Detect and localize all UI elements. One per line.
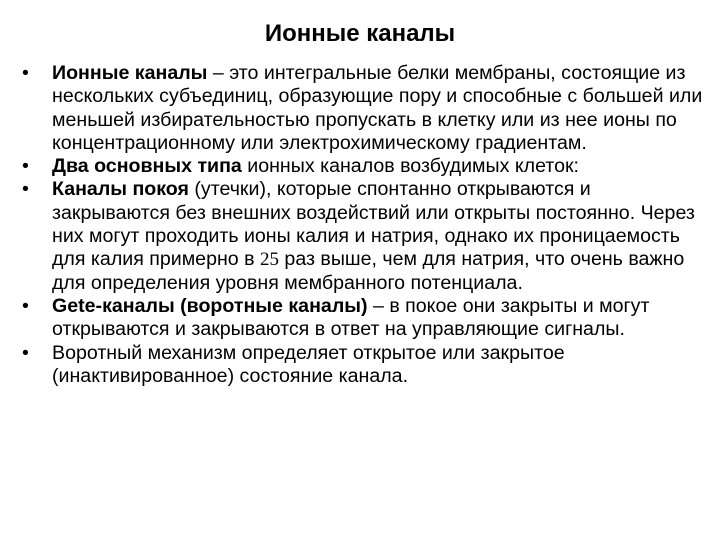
bullet-marker: • (22, 178, 29, 201)
bullet-list (20, 62, 710, 388)
bullet-marker: • (22, 62, 29, 84)
bullet-term: Gete-каналы (воротные каналы) (52, 294, 368, 317)
slide-title: Ионные каналы (264, 20, 456, 47)
bullet-gate-channels (20, 295, 710, 342)
bullet-text: Воротный механизм определяет открытое или закрытое (инактивированное) состояние канала. (52, 341, 565, 387)
bullet-resting-channels (20, 178, 710, 294)
bullet-marker: • (22, 294, 29, 317)
bullet-two-types (20, 155, 710, 178)
bullet-ion-channels-definition (20, 62, 710, 155)
bullet-marker: • (22, 341, 29, 364)
bullet-text-continued: раз выше, чем для натрия, что очень важно для определения уровня мембранного потенциала. (52, 248, 685, 294)
bullet-text: – это интегральные белки мембраны, состоящие из нескольких субъединиц, образующие пору и способные с большей или меньшей избирательностью пропускать в клетку или из нее ионы по концентрационному или электрохимическому градиентам. (52, 62, 703, 154)
bullet-gate-mechanism (20, 342, 710, 389)
bullet-number: 25 (259, 249, 279, 271)
bullet-term: Ионные каналы (52, 62, 208, 84)
bullet-term: Два основных типа (52, 155, 242, 178)
bullet-text: – в покое они закрыты и могут открываются и закрываются в ответ на управляющие сигналы. (52, 294, 650, 341)
bullet-term: Каналы покоя (52, 178, 189, 201)
bullet-text: ионных каналов возбудимых клеток: (241, 155, 579, 178)
bullet-marker: • (22, 155, 29, 178)
bullet-text: (утечки), которые спонтанно открываются и закрываются без внешних воздействий или открыты постоянно. Через них могут проходить ионы калия и натрия, однако их проницаемость для калия примерно в (52, 178, 695, 271)
